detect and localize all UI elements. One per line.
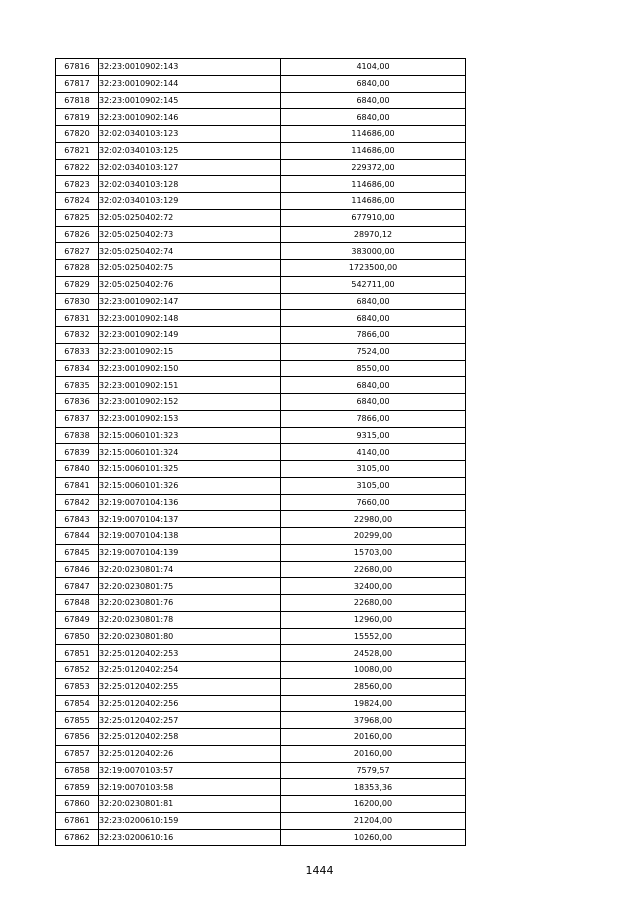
- row-id-cell: 67861: [56, 812, 99, 829]
- cadastral-number-cell: 32:25:0120402:254: [99, 662, 281, 679]
- cadastral-number-cell: 32:23:0010902:146: [99, 109, 281, 126]
- table-row: [56, 628, 466, 645]
- value-cell: 4140,00: [281, 444, 466, 461]
- value-cell: 677910,00: [281, 209, 466, 226]
- row-id-cell: 67834: [56, 360, 99, 377]
- row-id-cell: 67857: [56, 745, 99, 762]
- value-cell: 114686,00: [281, 142, 466, 159]
- table-row: [56, 293, 466, 310]
- table-row: [56, 578, 466, 595]
- row-id-cell: 67826: [56, 226, 99, 243]
- value-cell: 7579,57: [281, 762, 466, 779]
- value-cell: 16200,00: [281, 796, 466, 813]
- row-id-cell: 67841: [56, 477, 99, 494]
- row-id-cell: 67823: [56, 176, 99, 193]
- row-id-cell: 67816: [56, 59, 99, 76]
- table-row: [56, 477, 466, 494]
- row-id-cell: 67845: [56, 544, 99, 561]
- value-cell: 32400,00: [281, 578, 466, 595]
- row-id-cell: 67850: [56, 628, 99, 645]
- value-cell: 21204,00: [281, 812, 466, 829]
- table-row: [56, 779, 466, 796]
- cadastral-number-cell: 32:20:0230801:81: [99, 796, 281, 813]
- value-cell: 8550,00: [281, 360, 466, 377]
- cadastral-number-cell: 32:20:0230801:76: [99, 595, 281, 612]
- row-id-cell: 67842: [56, 494, 99, 511]
- cadastral-number-cell: 32:05:0250402:74: [99, 243, 281, 260]
- value-cell: 22980,00: [281, 511, 466, 528]
- table-row: [56, 678, 466, 695]
- cadastral-number-cell: 32:05:0250402:75: [99, 260, 281, 277]
- value-cell: 6840,00: [281, 377, 466, 394]
- cadastral-number-cell: 32:15:0060101:324: [99, 444, 281, 461]
- row-id-cell: 67851: [56, 645, 99, 662]
- value-cell: 6840,00: [281, 109, 466, 126]
- table-row: [56, 611, 466, 628]
- value-cell: 114686,00: [281, 126, 466, 143]
- table-row: [56, 343, 466, 360]
- cadastral-number-cell: 32:15:0060101:325: [99, 461, 281, 478]
- row-id-cell: 67858: [56, 762, 99, 779]
- value-cell: 22680,00: [281, 595, 466, 612]
- value-cell: 9315,00: [281, 427, 466, 444]
- value-cell: 1723500,00: [281, 260, 466, 277]
- row-id-cell: 67847: [56, 578, 99, 595]
- table-row: [56, 812, 466, 829]
- row-id-cell: 67849: [56, 611, 99, 628]
- row-id-cell: 67853: [56, 678, 99, 695]
- table-row: [56, 260, 466, 277]
- cadastral-number-cell: 32:05:0250402:76: [99, 276, 281, 293]
- value-cell: 7660,00: [281, 494, 466, 511]
- row-id-cell: 67832: [56, 327, 99, 344]
- cadastral-number-cell: 32:20:0230801:80: [99, 628, 281, 645]
- value-cell: 6840,00: [281, 75, 466, 92]
- table-row: [56, 427, 466, 444]
- cadastral-number-cell: 32:02:0340103:123: [99, 126, 281, 143]
- table-row: [56, 142, 466, 159]
- row-id-cell: 67825: [56, 209, 99, 226]
- row-id-cell: 67822: [56, 159, 99, 176]
- cadastral-number-cell: 32:02:0340103:128: [99, 176, 281, 193]
- table-row: [56, 662, 466, 679]
- cadastral-number-cell: 32:19:0070104:138: [99, 528, 281, 545]
- table-row: [56, 327, 466, 344]
- row-id-cell: 67843: [56, 511, 99, 528]
- cadastral-number-cell: 32:19:0070103:57: [99, 762, 281, 779]
- cadastral-number-cell: 32:23:0010902:148: [99, 310, 281, 327]
- cadastral-number-cell: 32:23:0010902:151: [99, 377, 281, 394]
- table-row: [56, 595, 466, 612]
- cadastral-number-cell: 32:20:0230801:75: [99, 578, 281, 595]
- records-table-body: [56, 59, 466, 846]
- value-cell: 10080,00: [281, 662, 466, 679]
- table-row: [56, 796, 466, 813]
- row-id-cell: 67859: [56, 779, 99, 796]
- row-id-cell: 67844: [56, 528, 99, 545]
- cadastral-number-cell: 32:23:0010902:152: [99, 394, 281, 411]
- table-row: [56, 511, 466, 528]
- value-cell: 542711,00: [281, 276, 466, 293]
- cadastral-number-cell: 32:25:0120402:258: [99, 729, 281, 746]
- table-row: [56, 829, 466, 846]
- value-cell: 3105,00: [281, 477, 466, 494]
- cadastral-number-cell: 32:25:0120402:256: [99, 695, 281, 712]
- cadastral-number-cell: 32:23:0010902:149: [99, 327, 281, 344]
- value-cell: 18353,36: [281, 779, 466, 796]
- row-id-cell: 67854: [56, 695, 99, 712]
- value-cell: 12960,00: [281, 611, 466, 628]
- row-id-cell: 67840: [56, 461, 99, 478]
- value-cell: 229372,00: [281, 159, 466, 176]
- cadastral-number-cell: 32:23:0200610:159: [99, 812, 281, 829]
- row-id-cell: 67829: [56, 276, 99, 293]
- cadastral-number-cell: 32:23:0010902:145: [99, 92, 281, 109]
- value-cell: 15703,00: [281, 544, 466, 561]
- table-row: [56, 126, 466, 143]
- cadastral-number-cell: 32:23:0010902:147: [99, 293, 281, 310]
- table-row: [56, 712, 466, 729]
- cadastral-number-cell: 32:25:0120402:26: [99, 745, 281, 762]
- value-cell: 383000,00: [281, 243, 466, 260]
- cadastral-number-cell: 32:05:0250402:73: [99, 226, 281, 243]
- table-row: [56, 109, 466, 126]
- table-row: [56, 729, 466, 746]
- cadastral-number-cell: 32:25:0120402:257: [99, 712, 281, 729]
- row-id-cell: 67846: [56, 561, 99, 578]
- row-id-cell: 67827: [56, 243, 99, 260]
- value-cell: 114686,00: [281, 176, 466, 193]
- row-id-cell: 67838: [56, 427, 99, 444]
- cadastral-number-cell: 32:23:0010902:15: [99, 343, 281, 360]
- row-id-cell: 67848: [56, 595, 99, 612]
- table-row: [56, 276, 466, 293]
- row-id-cell: 67824: [56, 193, 99, 210]
- cadastral-number-cell: 32:23:0010902:143: [99, 59, 281, 76]
- records-table: [55, 58, 466, 846]
- value-cell: 37968,00: [281, 712, 466, 729]
- table-row: [56, 75, 466, 92]
- row-id-cell: 67855: [56, 712, 99, 729]
- table-row: [56, 226, 466, 243]
- cadastral-number-cell: 32:19:0070104:137: [99, 511, 281, 528]
- value-cell: 7866,00: [281, 327, 466, 344]
- value-cell: 4104,00: [281, 59, 466, 76]
- cadastral-number-cell: 32:20:0230801:78: [99, 611, 281, 628]
- table-row: [56, 360, 466, 377]
- cadastral-number-cell: 32:23:0200610:16: [99, 829, 281, 846]
- cadastral-number-cell: 32:23:0010902:144: [99, 75, 281, 92]
- cadastral-number-cell: 32:20:0230801:74: [99, 561, 281, 578]
- value-cell: 20160,00: [281, 745, 466, 762]
- table-row: [56, 59, 466, 76]
- row-id-cell: 67835: [56, 377, 99, 394]
- value-cell: 28970,12: [281, 226, 466, 243]
- value-cell: 6840,00: [281, 394, 466, 411]
- cadastral-number-cell: 32:19:0070104:136: [99, 494, 281, 511]
- row-id-cell: 67828: [56, 260, 99, 277]
- value-cell: 7524,00: [281, 343, 466, 360]
- value-cell: 3105,00: [281, 461, 466, 478]
- table-row: [56, 410, 466, 427]
- table-row: [56, 695, 466, 712]
- cadastral-number-cell: 32:23:0010902:150: [99, 360, 281, 377]
- cadastral-number-cell: 32:25:0120402:253: [99, 645, 281, 662]
- table-row: [56, 243, 466, 260]
- row-id-cell: 67856: [56, 729, 99, 746]
- cadastral-number-cell: 32:05:0250402:72: [99, 209, 281, 226]
- row-id-cell: 67860: [56, 796, 99, 813]
- value-cell: 28560,00: [281, 678, 466, 695]
- cadastral-number-cell: 32:25:0120402:255: [99, 678, 281, 695]
- table-row: [56, 561, 466, 578]
- table-row: [56, 193, 466, 210]
- table-row: [56, 394, 466, 411]
- table-row: [56, 209, 466, 226]
- row-id-cell: 67833: [56, 343, 99, 360]
- table-row: [56, 377, 466, 394]
- value-cell: 6840,00: [281, 310, 466, 327]
- value-cell: 10260,00: [281, 829, 466, 846]
- row-id-cell: 67819: [56, 109, 99, 126]
- value-cell: 7866,00: [281, 410, 466, 427]
- table-row: [56, 745, 466, 762]
- row-id-cell: 67830: [56, 293, 99, 310]
- value-cell: 6840,00: [281, 92, 466, 109]
- table-row: [56, 159, 466, 176]
- cadastral-number-cell: 32:19:0070103:58: [99, 779, 281, 796]
- row-id-cell: 67831: [56, 310, 99, 327]
- cadastral-number-cell: 32:23:0010902:153: [99, 410, 281, 427]
- row-id-cell: 67818: [56, 92, 99, 109]
- row-id-cell: 67837: [56, 410, 99, 427]
- table-row: [56, 528, 466, 545]
- table-row: [56, 92, 466, 109]
- value-cell: 6840,00: [281, 293, 466, 310]
- table-row: [56, 444, 466, 461]
- value-cell: 114686,00: [281, 193, 466, 210]
- value-cell: 22680,00: [281, 561, 466, 578]
- row-id-cell: 67817: [56, 75, 99, 92]
- table-row: [56, 494, 466, 511]
- row-id-cell: 67862: [56, 829, 99, 846]
- table-row: [56, 176, 466, 193]
- table-row: [56, 645, 466, 662]
- value-cell: 19824,00: [281, 695, 466, 712]
- cadastral-number-cell: 32:02:0340103:127: [99, 159, 281, 176]
- cadastral-number-cell: 32:19:0070104:139: [99, 544, 281, 561]
- row-id-cell: 67839: [56, 444, 99, 461]
- table-row: [56, 544, 466, 561]
- table-row: [56, 461, 466, 478]
- cadastral-number-cell: 32:15:0060101:326: [99, 477, 281, 494]
- page-number: 1444: [305, 864, 334, 877]
- cadastral-number-cell: 32:15:0060101:323: [99, 427, 281, 444]
- row-id-cell: 67852: [56, 662, 99, 679]
- value-cell: 20160,00: [281, 729, 466, 746]
- value-cell: 15552,00: [281, 628, 466, 645]
- row-id-cell: 67821: [56, 142, 99, 159]
- value-cell: 24528,00: [281, 645, 466, 662]
- cadastral-number-cell: 32:02:0340103:129: [99, 193, 281, 210]
- cadastral-number-cell: 32:02:0340103:125: [99, 142, 281, 159]
- row-id-cell: 67820: [56, 126, 99, 143]
- row-id-cell: 67836: [56, 394, 99, 411]
- table-row: [56, 310, 466, 327]
- value-cell: 20299,00: [281, 528, 466, 545]
- table-row: [56, 762, 466, 779]
